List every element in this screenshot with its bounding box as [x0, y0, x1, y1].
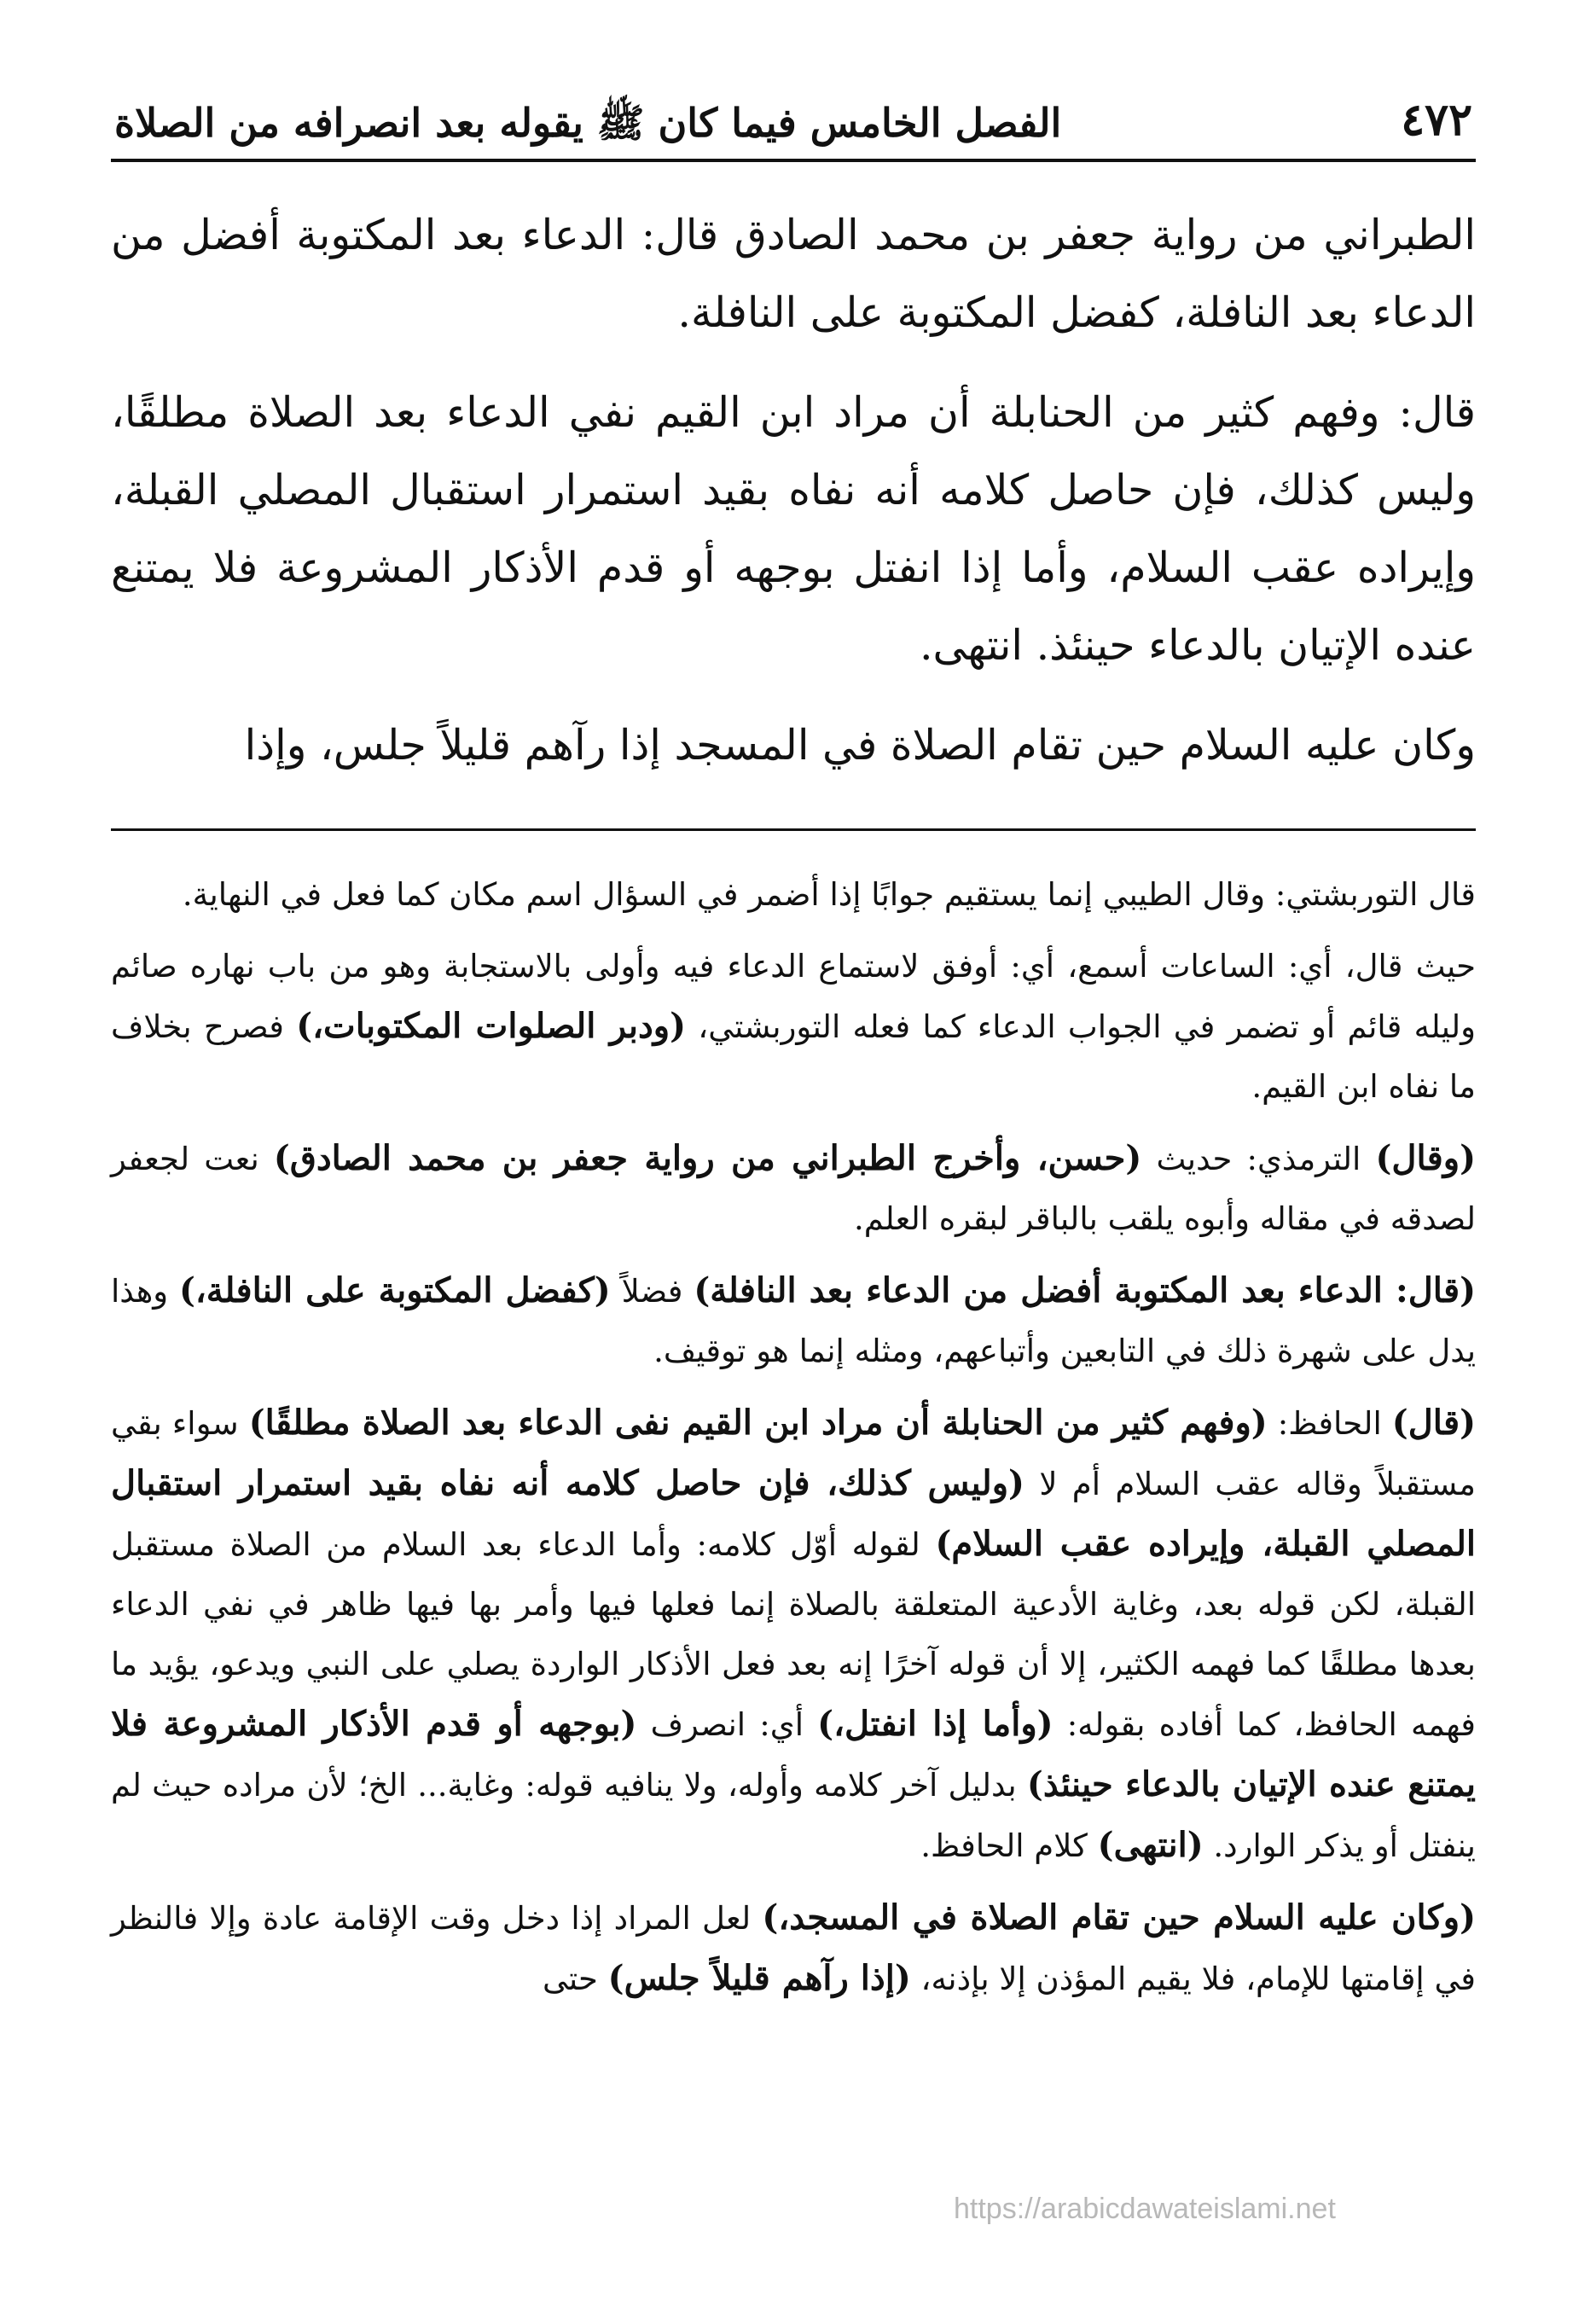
quoted-text: (كفضل المكتوبة على النافلة،) — [178, 1270, 611, 1311]
commentary-text: لعل المراد إذا دخل وقت الإقامة عادة وإلا فالنظر في إقامتها للإمام، فلا يقيم المؤذن إلا بإذنه، — [111, 1900, 1476, 1998]
commentary-paragraph — [111, 937, 1476, 1117]
commentary-paragraph — [111, 1261, 1476, 1381]
quoted-text: (قال) — [1391, 1403, 1477, 1444]
commentary-paragraph — [111, 1129, 1476, 1249]
commentary-text: فضلاً — [610, 1273, 694, 1310]
commentary — [111, 865, 1476, 2009]
quoted-text: (بوجهه أو قدم الأذكار المشروعة فلا يمتنع عنده الإتيان بالدعاء حينئذ) — [111, 1704, 1476, 1805]
main-paragraph: وكان عليه السلام حين تقام الصلاة في المسجد إذا رآهم قليلاً جلس، وإذا — [244, 721, 1476, 770]
commentary-paragraph — [111, 1393, 1476, 1876]
quoted-text: (قال: الدعاء بعد المكتوبة أفضل من الدعاء بعد النافلة) — [694, 1270, 1477, 1311]
commentary-text: الترمذي: حديث — [1141, 1141, 1376, 1178]
commentary-text: حتى — [543, 1961, 608, 1998]
source-watermark: https://arabicdawateislami.net — [954, 2193, 1336, 2225]
commentary-text: بدليل آخر كلامه وأوله، ولا ينافيه قوله: وغاية... الخ؛ لأن مراده حيث لم ينفتل أو يذكر الوارد. — [111, 1767, 1476, 1865]
commentary-text: كلام الحافظ. — [920, 1827, 1098, 1865]
main-paragraph: الطبراني من رواية جعفر بن محمد الصادق قال: الدعاء بعد المكتوبة أفضل من الدعاء بعد النافلة، كفضل المكتوبة على النافلة. — [111, 211, 1476, 338]
commentary-text: أي: انصرف — [636, 1706, 818, 1744]
book-page — [111, 94, 1476, 2021]
main-text — [111, 196, 1476, 784]
quoted-text: (وأما إذا انفتل،) — [817, 1704, 1054, 1745]
commentary-paragraph — [111, 1888, 1476, 2009]
commentary-text: الحافظ: — [1267, 1405, 1392, 1443]
running-header — [111, 94, 1476, 162]
chapter-title: الفصل الخامس فيما كان ﷺ يقوله بعد انصرافه من الصلاة — [114, 100, 1062, 147]
quoted-text: (حسن، وأخرج الطبراني من رواية جعفر بن محمد الصادق) — [273, 1138, 1142, 1179]
quoted-text: (إذا رآهم قليلاً جلس) — [607, 1958, 911, 1999]
page-number: ٤٧٢ — [1401, 94, 1472, 146]
commentary-paragraph — [111, 865, 1476, 925]
commentary-text: وهذا يدل على شهرة ذلك في التابعين وأتباعهم، ومثله إنما هو توقيف. — [111, 1273, 1476, 1370]
commentary-text: قال التوربشتي: وقال الطيبي إنما يستقيم جوابًا إذا أضمر في السؤال اسم مكان كما فعل في النهاية. — [182, 876, 1476, 914]
quoted-text: (انتهى) — [1097, 1825, 1204, 1866]
commentary-text: فصرح بخلاف ما نفاه ابن القيم. — [111, 1008, 1476, 1106]
quoted-text: (ودبر الصلوات المكتوبات،) — [296, 1006, 687, 1047]
quoted-text: (وليس كذلك، فإن حاصل كلامه أنه نفاه بقيد استمرار استقبال المصلي القبلة، وإيراده عقب السلام) — [111, 1463, 1476, 1565]
main-paragraph: قال: وفهم كثير من الحنابلة أن مراد ابن القيم نفي الدعاء بعد الصلاة مطلقًا، وليس كذلك، فإن حاصل كلامه أنه نفاه بقيد استمرار استقبال المصلي القبلة، وإيراده عقب السلام، وأما إذا انفتل بوجهه أو قدم الأذكار المشروعة فلا يمتنع عنده الإتيان بالدعاء حينئذ. انتهى. — [111, 388, 1476, 671]
footnote-divider — [111, 828, 1476, 831]
commentary-text: لقوله أوّل كلامه: وأما الدعاء بعد السلام من الصلاة مستقبل القبلة، لكن قوله بعد، وغاية الأدعية المتعلقة بالصلاة إنما فعلها فيها وأمر بها فيها ظاهر في نفي الدعاء بعدها مطلقًا كما فهمه الكثير، إلا أن قوله آخرًا إنه بعد فعل الأذكار الواردة يصلي على النبي ويدعو، يؤيد ما فهمه الحافظ، كما أفاده بقوله: — [111, 1526, 1476, 1744]
quoted-text: (وكان عليه السلام حين تقام الصلاة في المسجد،) — [762, 1897, 1477, 1938]
quoted-text: (وفهم كثير من الحنابلة أن مراد ابن القيم نفى الدعاء بعد الصلاة مطلقًا) — [248, 1403, 1268, 1444]
quoted-text: (وقال) — [1375, 1138, 1476, 1179]
commentary-text: نعت لجعفر لصدقه في مقاله وأبوه يلقب بالباقر لبقره العلم. — [111, 1141, 1476, 1238]
commentary-text: حيث قال، أي: الساعات أسمع، أي: أوفق لاستماع الدعاء فيه وأولى بالاستجابة وهو من باب نهاره صائم وليله قائم أو تضمر في الجواب الدعاء كما فعله التوربشتي، — [111, 948, 1476, 1046]
commentary-text: سواء بقي مستقبلاً وقاله عقب السلام أم لا — [111, 1405, 1477, 1503]
